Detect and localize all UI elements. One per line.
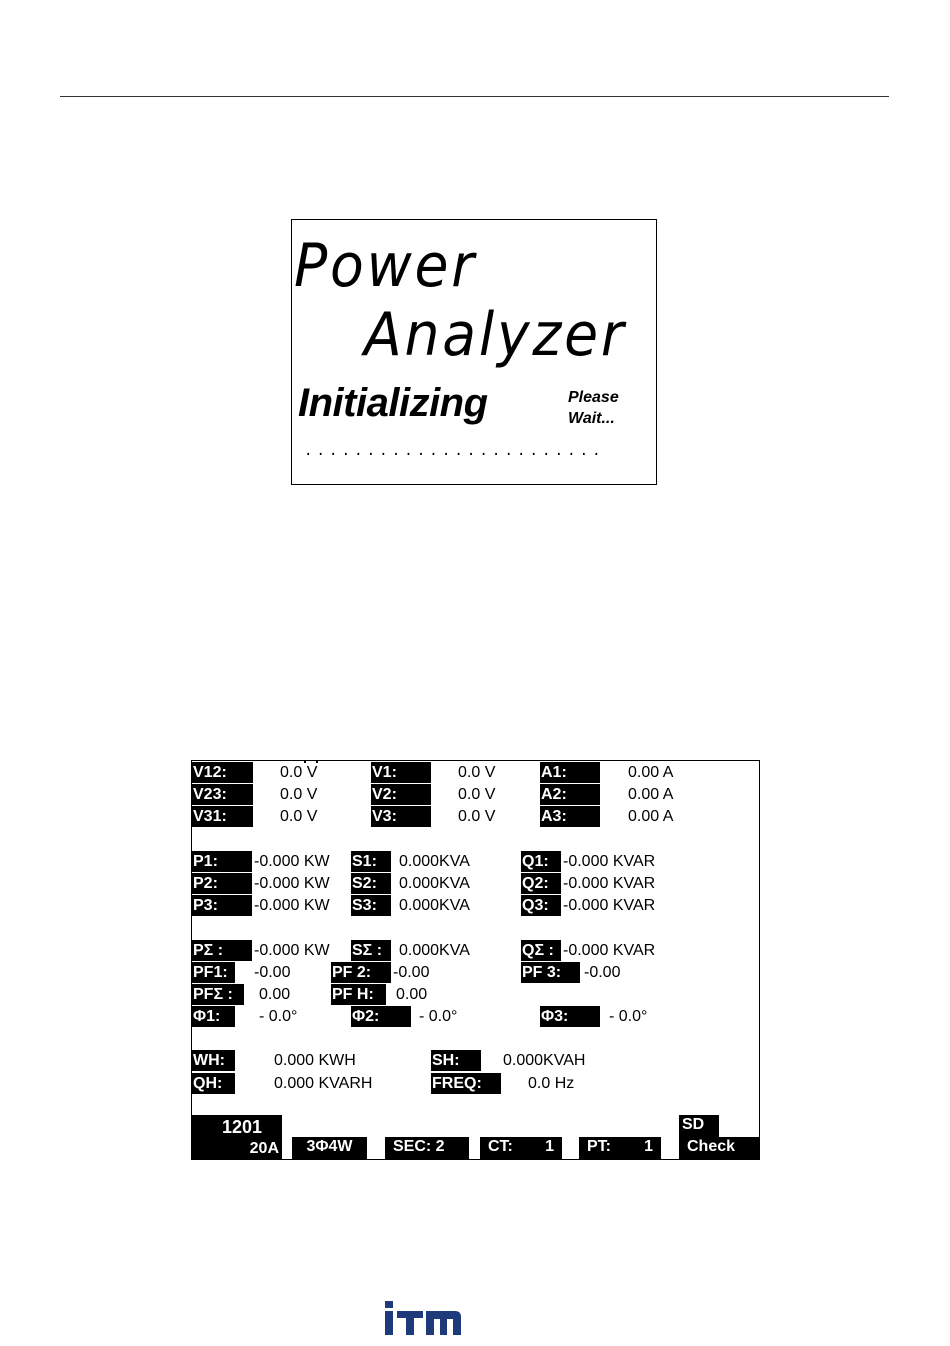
progress-dots: ........................ — [304, 443, 605, 459]
label-q3: Q3: — [521, 895, 561, 916]
sd-check-button[interactable]: Check — [679, 1137, 759, 1160]
label-pf-total: PFΣ : — [192, 984, 244, 1005]
value-wh: 0.000 KWH — [274, 1052, 356, 1069]
value-freq: 0.0 Hz — [528, 1075, 575, 1092]
value-pf-h: 0.00 — [396, 986, 428, 1003]
footer-ct-label: CT: — [488, 1138, 513, 1155]
label-qh: QH: — [192, 1073, 235, 1094]
splash-title-analyzer: Analyzer — [364, 300, 627, 370]
value-a1: 0.00 A — [628, 764, 674, 781]
value-v2: 0.0 V — [458, 786, 496, 803]
label-q-total: QΣ : — [521, 940, 561, 961]
label-phi3: Φ3: — [540, 1006, 600, 1027]
value-p2: -0.000 KW — [254, 875, 330, 892]
footer-pt — [579, 1137, 661, 1160]
itm-logo-icon — [383, 1299, 463, 1339]
label-p-total: PΣ : — [192, 940, 252, 961]
label-s2: S2: — [351, 873, 391, 894]
footer-sd: SD — [679, 1115, 719, 1137]
value-a2: 0.00 A — [628, 786, 674, 803]
label-pf3: PF 3: — [521, 962, 580, 983]
label-q1: Q1: — [521, 851, 561, 872]
value-v12: 0.0 V — [280, 764, 318, 781]
footer-model: 1201 — [222, 1117, 263, 1137]
splash-title-power: Power — [294, 231, 477, 301]
value-s3: 0.000KVA — [399, 897, 470, 914]
splash-wait-message — [568, 387, 619, 429]
value-pf3: -0.00 — [584, 964, 621, 981]
value-pf-total: 0.00 — [259, 986, 291, 1003]
footer-wiring: 3Φ4W — [292, 1137, 367, 1160]
value-phi3: - 0.0° — [609, 1008, 648, 1025]
value-q3: -0.000 KVAR — [563, 897, 656, 914]
header-rule — [60, 96, 889, 97]
value-p-total: -0.000 KW — [254, 942, 330, 959]
footer-pt-label: PT: — [587, 1138, 611, 1155]
label-phi2: Φ2: — [351, 1006, 411, 1027]
value-phi1: - 0.0° — [259, 1008, 298, 1025]
value-pf2: -0.00 — [393, 964, 430, 981]
value-a3: 0.00 A — [628, 808, 674, 825]
splash-screen — [291, 219, 657, 485]
splash-status: Initializing — [298, 381, 488, 425]
value-s-total: 0.000KVA — [399, 942, 470, 959]
value-s2: 0.000KVA — [399, 875, 470, 892]
footer-range-panel — [192, 1115, 282, 1160]
value-s1: 0.000KVA — [399, 853, 470, 870]
label-a2: A2: — [540, 784, 600, 805]
label-s1: S1: — [351, 851, 391, 872]
label-pf2: PF 2: — [331, 962, 391, 983]
value-phi2: - 0.0° — [419, 1008, 458, 1025]
label-freq: FREQ: — [431, 1073, 501, 1094]
value-v1: 0.0 V — [458, 764, 496, 781]
label-s-total: SΣ : — [351, 940, 391, 961]
label-pf1: PF1: — [192, 962, 235, 983]
wait-text: Wait... — [568, 410, 615, 427]
footer-ct — [480, 1137, 562, 1160]
label-v3: V3: — [371, 806, 431, 827]
label-p2: P2: — [192, 873, 252, 894]
label-v23: V23: — [192, 784, 253, 805]
label-v1: V1: — [371, 762, 431, 783]
label-v2: V2: — [371, 784, 431, 805]
label-wh: WH: — [192, 1050, 235, 1071]
label-p3: P3: — [192, 895, 252, 916]
label-phi1: Φ1: — [192, 1006, 235, 1027]
value-q1: -0.000 KVAR — [563, 853, 656, 870]
footer-pt-value: 1 — [644, 1138, 653, 1155]
value-p3: -0.000 KW — [254, 897, 330, 914]
value-sh: 0.000KVAH — [503, 1052, 586, 1069]
value-v23: 0.0 V — [280, 786, 318, 803]
footer-ct-value: 1 — [545, 1138, 554, 1155]
label-a1: A1: — [540, 762, 600, 783]
value-pf1: -0.00 — [254, 964, 291, 981]
value-q-total: -0.000 KVAR — [563, 942, 656, 959]
value-qh: 0.000 KVARH — [274, 1075, 373, 1092]
value-q2: -0.000 KVAR — [563, 875, 656, 892]
footer-sec: SEC: 2 — [385, 1137, 469, 1160]
label-q2: Q2: — [521, 873, 561, 894]
label-v12: V12: — [192, 762, 253, 783]
value-v31: 0.0 V — [280, 808, 318, 825]
please-text: Please — [568, 389, 619, 406]
label-s3: S3: — [351, 895, 391, 916]
label-a3: A3: — [540, 806, 600, 827]
label-pf-h: PF H: — [331, 984, 386, 1005]
measurement-screen — [191, 760, 760, 1160]
label-v31: V31: — [192, 806, 253, 827]
label-sh: SH: — [431, 1050, 481, 1071]
footer-range: 20A — [249, 1140, 279, 1157]
value-v3: 0.0 V — [458, 808, 496, 825]
value-p1: -0.000 KW — [254, 853, 330, 870]
label-p1: P1: — [192, 851, 252, 872]
